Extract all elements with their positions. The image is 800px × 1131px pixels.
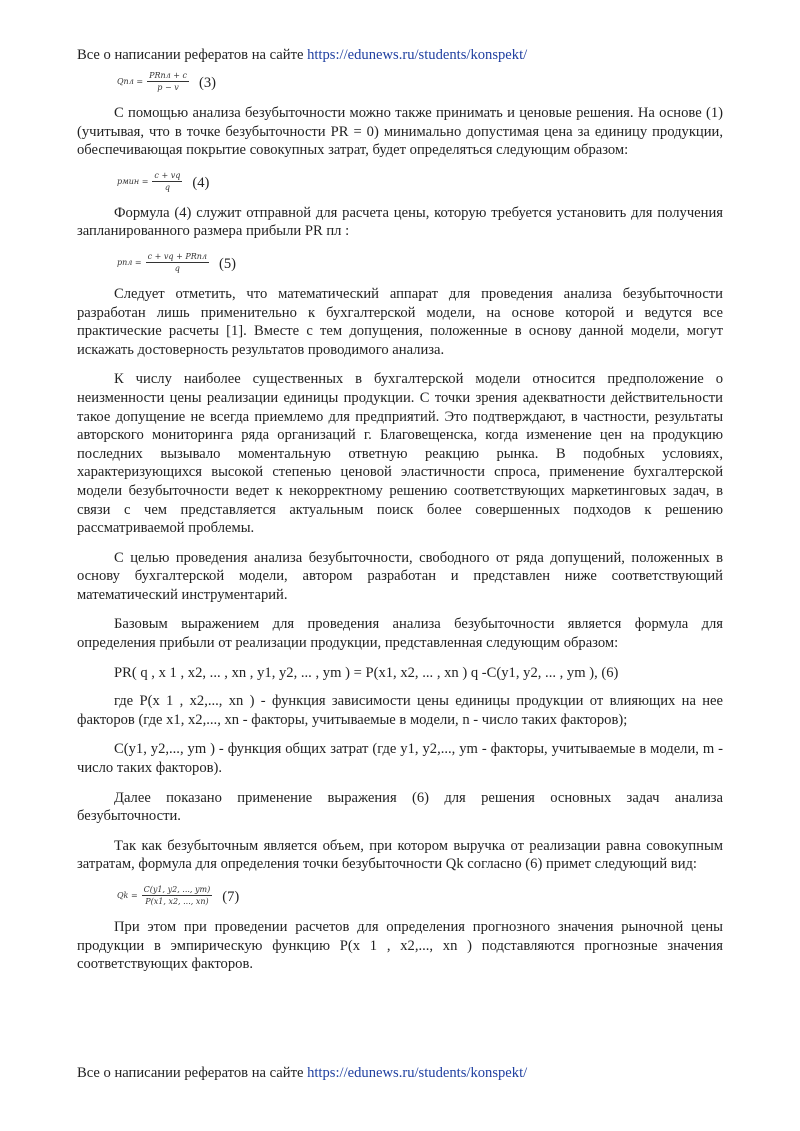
page-header — [77, 46, 723, 65]
document-body — [77, 46, 723, 985]
formula-4 — [117, 171, 723, 192]
paragraph: Так как безубыточным является объем, при котором выручка от реализации равна совокупным затратам, формула для определения точки безубыточности Qk согласно (6) примет следующий вид: — [77, 837, 723, 873]
formula-5 — [117, 252, 723, 273]
paragraph: где P(x 1 , x2,..., xn ) - функция зависимости цены единицы продукции от влияющих на нее факторов (где x1, x2,..., xn - факторы, учитываемые в модели, n - число таких факторов); — [77, 693, 723, 728]
paragraph: С целью проведения анализа безубыточности, свободного от ряда допущений, положенных в основу бухгалтерской модели, автором разработан и представлен ниже соответствующий математический инструментарий. — [77, 549, 723, 603]
paragraph: К числу наиболее существенных в бухгалтерской модели относится предположение о неизменности цены реализации единицы продукции. С точки зрения адекватности действительности такое допущение не всегда приемлемо для предприятий. Это подтверждают, в частности, результаты авторского мониторинга ряда организаций г. Благовещенска, когда изменение цен на продукцию последних вызывало моментальную ответную реакцию рынка. В подобных условиях, характеризующихся высокой степенью ценовой эластичности спроса, применение бухгалтерской модели безубыточности ведет к некорректному решению соответствующих маркетинговых задач, в связи с чем представляется актуальным поиск более совершенных подходов к решению рассматриваемой проблемы. — [77, 371, 723, 537]
formula-7-number: (7) — [222, 889, 240, 905]
formula-7 — [117, 885, 723, 906]
footer-link[interactable]: https://edunews.ru/students/konspekt/ — [307, 1065, 528, 1081]
page-footer — [77, 1064, 527, 1083]
formula-5-image: pпл = $\frac{\text{c + vq + PRпл}}{q}$ — [117, 251, 207, 273]
header-link[interactable]: https://edunews.ru/students/konspekt/ — [307, 47, 528, 63]
formula-7-image: Qk = $\frac{C(y1, y2, ..., ym)}{P(x1, x2, ..., xn)}$ — [117, 885, 211, 906]
formula-5-number: (5) — [218, 255, 237, 272]
formula-6: PR( q , x 1 , x2, ... , xn , y1, y2, ... , ym ) = P(x1, x2, ... , xn ) q -C(y1, y2, ... , ym ), (6) — [114, 664, 619, 681]
formula-4-image: pмин = $\frac{c + vq}{q}$ — [117, 170, 181, 192]
formula-3-number: (3) — [198, 75, 217, 91]
formula-4-number: (4) — [192, 174, 210, 191]
header-text: Все о написании рефератов на сайте — [77, 47, 308, 63]
footer-text: Все о написании рефератов на сайте — [77, 1065, 308, 1081]
paragraph: Далее показано применение выражения (6) для решения основных задач анализа безубыточности. — [77, 789, 723, 825]
paragraph: Базовым выражением для проведения анализа безубыточности является формула для определения прибыли от реализации продукции, представленная следующим образом: — [77, 616, 723, 652]
paragraph: Следует отметить, что математический аппарат для проведения анализа безубыточности разработан лишь применительно к бухгалтерской модели, на основе которой и ведутся все практические расчеты [1]. Вместе с тем допущения, положенные в основу данной модели, могут искажать достоверность результатов проводимого анализа. — [77, 285, 723, 358]
paragraph: Формула (4) служит отправной для расчета цены, которую требуется установить для получения запланированного размера прибыли PR пл : — [77, 204, 723, 240]
paragraph: С помощью анализа безубыточности можно также принимать и ценовые решения. На основе (1) (учитывая, что в точке безубыточности PR = 0) минимально допустимая цена за единицу продукции, обеспечивающая покрытие совокупных затрат, будет определяться следующим образом: — [77, 105, 723, 159]
formula-3-image: Qпл = $\frac{\text{PRпл + c}}{p - v}$ — [117, 71, 187, 92]
paragraph: C(y1, y2,..., ym ) - функция общих затрат (где y1, y2,..., ym - факторы, учитываемые в модели, m - число таких факторов). — [77, 741, 723, 777]
paragraph: При этом при проведении расчетов для определения прогнозного значения рыночной цены продукции в эмпирическую функцию P(x 1 , x2,..., xn ) подставляются прогнозные значения соответствующих факторов. — [77, 919, 723, 973]
formula-3 — [117, 71, 723, 92]
